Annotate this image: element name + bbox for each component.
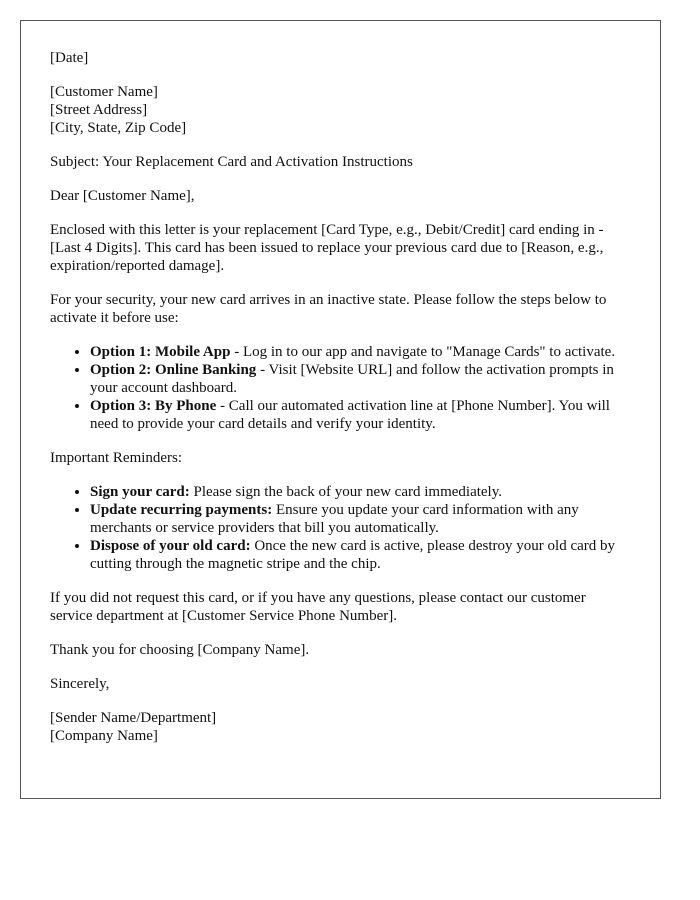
recipient-address	[50, 83, 631, 137]
company-name: [Company Name]	[50, 728, 158, 744]
reminder-text: Ensure you update your card information with any merchants or service providers that bill you automatically.	[90, 502, 579, 536]
reminder-text: Please sign the back of your new card immediately.	[189, 484, 502, 500]
closing: Sincerely,	[50, 676, 110, 692]
option-label: Option 3: By Phone	[90, 398, 217, 414]
reminders-list	[50, 483, 631, 573]
salutation: Dear [Customer Name],	[50, 188, 195, 204]
list-item	[90, 501, 631, 537]
recipient-name: [Customer Name]	[50, 84, 158, 100]
option-text: - Visit [Website URL] and follow the activation prompts in your account dashboard.	[90, 362, 614, 396]
reminder-label: Dispose of your old card:	[90, 538, 251, 554]
list-item	[90, 361, 631, 397]
signature-block	[50, 709, 631, 745]
activation-options-list	[50, 343, 631, 433]
list-item	[90, 343, 631, 361]
reminder-label: Update recurring payments:	[90, 502, 273, 518]
reminder-label: Sign your card:	[90, 484, 190, 500]
letter-subject: Subject: Your Replacement Card and Activation Instructions	[50, 154, 413, 170]
recipient-city: [City, State, Zip Code]	[50, 120, 187, 136]
security-paragraph: For your security, your new card arrives in an inactive state. Please follow the steps below to activate it before use:	[50, 292, 607, 326]
list-item	[90, 397, 631, 433]
thanks-line: Thank you for choosing [Company Name].	[50, 642, 310, 658]
contact-paragraph: If you did not request this card, or if you have any questions, please contact our customer service department at [Customer Service Phone Number].	[50, 590, 586, 624]
option-text: - Log in to our app and navigate to "Manage Cards" to activate.	[230, 344, 616, 360]
option-label: Option 1: Mobile App	[90, 344, 231, 360]
letter-date: [Date]	[50, 50, 89, 66]
letter	[20, 20, 661, 799]
option-label: Option 2: Online Banking	[90, 362, 257, 378]
list-item	[90, 537, 631, 573]
recipient-street: [Street Address]	[50, 102, 148, 118]
reminders-heading: Important Reminders:	[50, 450, 183, 466]
list-item	[90, 483, 631, 501]
intro-paragraph: Enclosed with this letter is your replacement [Card Type, e.g., Debit/Credit] card ending in -[Last 4 Digits]. This card has been issued to replace your previous card due to [Reason, e.g., expiration/reported damage].	[50, 222, 604, 274]
reminder-text: Once the new card is active, please destroy your old card by cutting through the magnetic stripe and the chip.	[90, 538, 616, 572]
option-text: - Call our automated activation line at [Phone Number]. You will need to provide your card details and verify your identity.	[90, 398, 610, 432]
sender-name: [Sender Name/Department]	[50, 710, 217, 726]
